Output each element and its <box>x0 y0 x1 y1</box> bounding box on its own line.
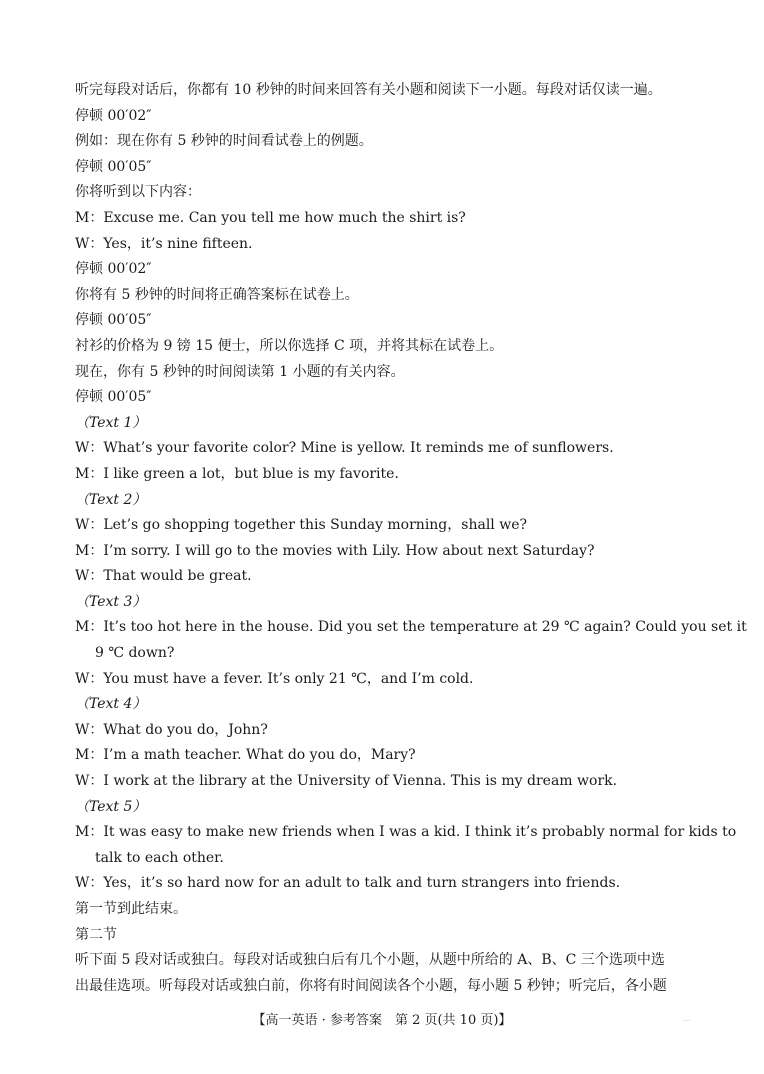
transcript-line: W：Yes，it’s so hard now for an adult to talk and turn strangers into friends. <box>75 875 621 892</box>
transcript-line: 出最佳选项。听每段对话或独白前，你将有时间阅读各个小题，每小题 5 秒钟；听完后，各小题 <box>75 977 667 994</box>
transcript-line: 停顿 00′05″ <box>75 312 152 329</box>
transcript-line: 例如：现在你有 5 秒钟的时间看试卷上的例题。 <box>75 133 373 150</box>
transcript-line: W：What do you do，John? <box>75 721 268 738</box>
transcript-line: talk to each other. <box>95 849 224 866</box>
transcript-line: 听下面 5 段对话或独白。每段对话或独白后有几个小题，从题中所给的 A、B、C 三个选项中选 <box>75 952 665 969</box>
transcript-line: M：I’m sorry. I will go to the movies with Lily. How about next Saturday? <box>75 542 595 559</box>
transcript-line: 9 ℃ down? <box>95 645 175 662</box>
transcript-line: 你将有 5 秒钟的时间将正确答案标在试卷上。 <box>75 286 359 303</box>
transcript-line: 现在，你有 5 秒钟的时间阅读第 1 小题的有关内容。 <box>75 363 405 380</box>
text-section-label: （Text 3） <box>75 593 147 610</box>
transcript-line: W：That would be great. <box>75 568 252 585</box>
transcript-line: W：Let’s go shopping together this Sunday morning，shall we? <box>75 517 527 534</box>
text-section-label: （Text 1） <box>75 414 147 431</box>
page-footer: 【高一英语 · 参考答案 第 2 页(共 10 页)】 <box>252 1013 512 1028</box>
transcript-body <box>75 78 747 999</box>
transcript-line: W：Yes，it’s nine fifteen. <box>75 235 253 252</box>
text-section-label: （Text 4） <box>75 696 147 713</box>
transcript-line: M：Excuse me. Can you tell me how much the shirt is? <box>75 209 466 226</box>
transcript-line: 停顿 00′02″ <box>75 107 152 124</box>
corner-mark: ... <box>683 1014 691 1023</box>
transcript-line: 听完每段对话后，你都有 10 秒钟的时间来回答有关小题和阅读下一小题。每段对话仅读一遍。 <box>75 82 662 98</box>
transcript-line: 第一节到此结束。 <box>75 901 187 917</box>
transcript-line: W：You must have a fever. It’s only 21 ℃，and I’m cold. <box>75 670 474 687</box>
transcript-line: M：I’m a math teacher. What do you do，Mary? <box>75 747 416 764</box>
transcript-line: M：It’s too hot here in the house. Did you set the temperature at 29 ℃ again? Could you set it <box>75 619 747 636</box>
transcript-line: 衬衫的价格为 9 镑 15 便士，所以你选择 C 项，并将其标在试卷上。 <box>75 337 504 354</box>
transcript-line: 第二节 <box>75 926 117 943</box>
transcript-line: W：What’s your favorite color? Mine is yellow. It reminds me of sunflowers. <box>75 440 614 457</box>
text-section-label: （Text 5） <box>75 798 147 815</box>
transcript-line: 停顿 00′05″ <box>75 158 152 175</box>
transcript-line: 停顿 00′05″ <box>75 389 152 406</box>
transcript-line: 你将听到以下内容： <box>75 184 201 201</box>
transcript-line: M：I like green a lot，but blue is my favorite. <box>75 465 399 482</box>
transcript-line: 停顿 00′02″ <box>75 261 152 278</box>
transcript-line: W：I work at the library at the University of Vienna. This is my dream work. <box>75 773 618 790</box>
transcript-line: M：It was easy to make new friends when I was a kid. I think it’s probably normal for kids to <box>75 824 737 841</box>
text-section-label: （Text 2） <box>75 491 147 508</box>
